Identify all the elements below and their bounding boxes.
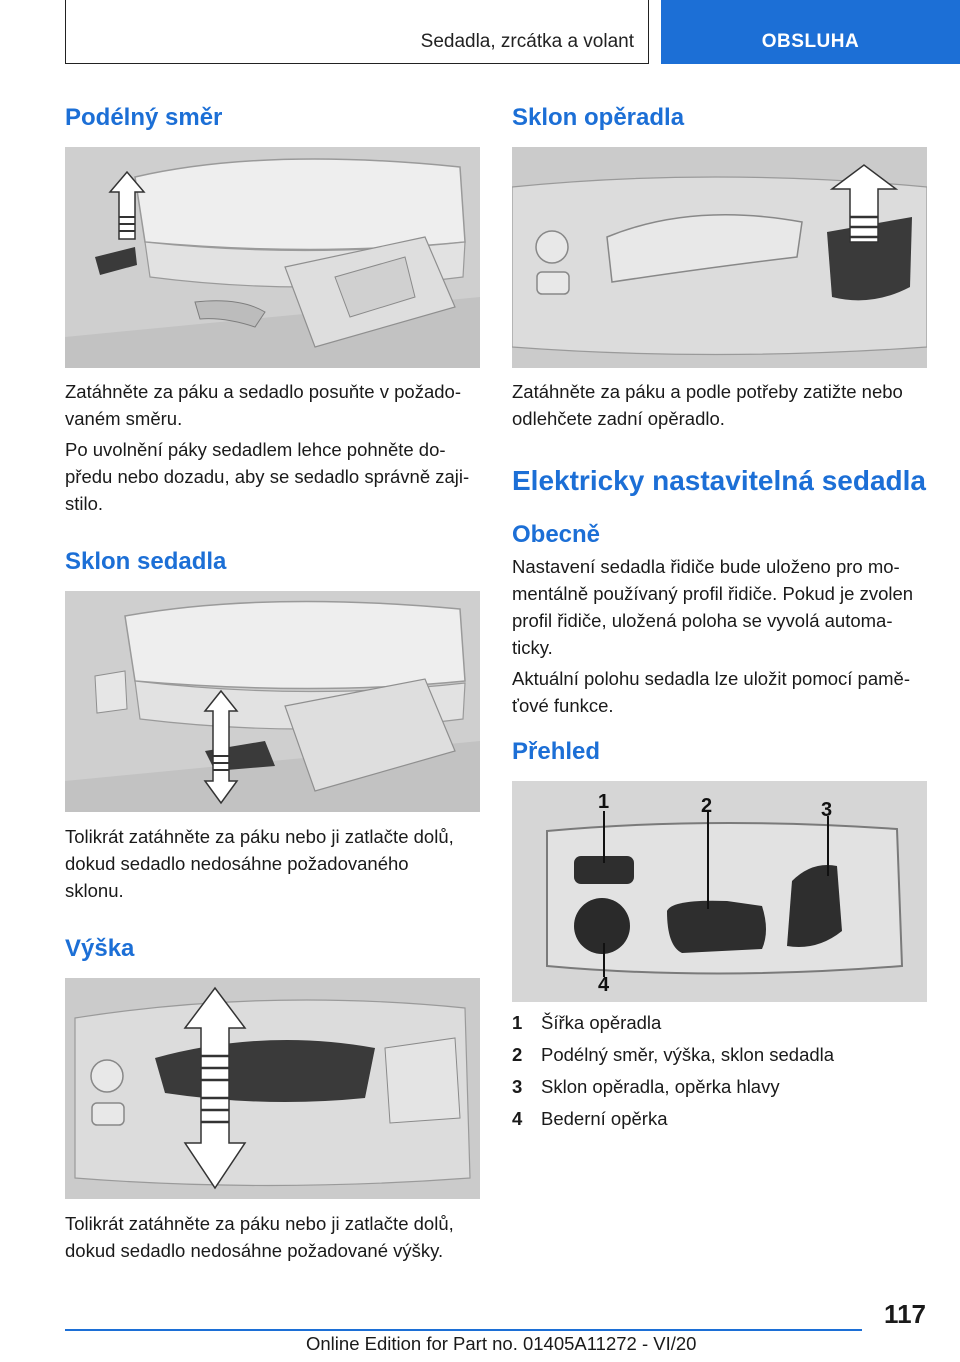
callout-1: 1 xyxy=(598,791,610,813)
legend-item xyxy=(512,1076,932,1108)
text-general-6: ťové funkce. xyxy=(512,695,614,716)
figure-seat-controls-overview xyxy=(512,781,927,1002)
text-lengthwise-1: Zatáhněte za páku a sedadlo posuňte v požado- xyxy=(65,381,461,402)
text-lengthwise-3: Po uvolnění páky sedadlem lehce pohněte do- xyxy=(65,439,446,460)
footer-edition: Online Edition for Part no. 01405A11272 - VI/20 xyxy=(306,1333,697,1354)
text-lengthwise-5: stilo. xyxy=(65,493,104,514)
legend-number: 1 xyxy=(512,1012,523,1033)
callout-3: 3 xyxy=(821,799,833,821)
footer-divider xyxy=(65,1329,862,1331)
text-lengthwise-2: vaném směru. xyxy=(65,408,183,429)
text-height-2: dokud sedadlo nedosáhne požadované výšky. xyxy=(65,1240,444,1261)
legend-number: 2 xyxy=(512,1044,523,1065)
heading-general: Obecně xyxy=(512,521,601,548)
callout-4: 4 xyxy=(598,974,610,996)
text-general-1: Nastavení sedadla řidiče bude uloženo pro mo- xyxy=(512,556,900,577)
figure-seat-height xyxy=(65,978,480,1199)
heading-overview: Přehled xyxy=(512,738,601,765)
heading-lengthwise: Podélný směr xyxy=(65,104,223,131)
text-general-5: Aktuální polohu sedadla lze uložit pomocí pamě- xyxy=(512,668,910,689)
text-general-3: profil řidiče, uložená poloha se vyvolá automa- xyxy=(512,610,893,631)
header-chapter-tab xyxy=(661,0,960,64)
text-lengthwise-4: předu nebo dozadu, aby se sedadlo správně zaji- xyxy=(65,466,470,487)
figure-seat-tilt xyxy=(65,591,480,812)
heading-backrest-tilt: Sklon opěradla xyxy=(512,104,685,131)
header-section-title: Sedadla, zrcátka a volant xyxy=(420,31,634,52)
text-general-2: mentálně používaný profil řidiče. Pokud je zvolen xyxy=(512,583,914,604)
header-chapter-label: OBSLUHA xyxy=(761,31,860,52)
legend-item xyxy=(512,1012,932,1044)
text-general-4: ticky. xyxy=(512,637,553,658)
legend-item xyxy=(512,1044,932,1076)
text-backrest-tilt-1: Zatáhněte za páku a podle potřeby zatižte nebo xyxy=(512,381,903,402)
text-seat-tilt-1: Tolikrát zatáhněte za páku nebo ji zatlačte dolů, xyxy=(65,826,454,847)
text-seat-tilt-3: sklonu. xyxy=(65,880,124,901)
heading-height: Výška xyxy=(65,935,135,962)
legend-item xyxy=(512,1108,932,1140)
legend-label: Podélný směr, výška, sklon sedadla xyxy=(541,1044,835,1065)
text-backrest-tilt-2: odlehčete zadní opěradlo. xyxy=(512,408,725,429)
header-section-box xyxy=(65,0,649,64)
heading-seat-tilt: Sklon sedadla xyxy=(65,548,227,575)
heading-electric-seats: Elektricky nastavitelná sedadla xyxy=(512,465,926,496)
legend-label: Šířka opěradla xyxy=(541,1012,662,1033)
legend-label: Bederní opěrka xyxy=(541,1108,668,1129)
legend-label: Sklon opěradla, opěrka hlavy xyxy=(541,1076,780,1097)
callout-2: 2 xyxy=(701,795,713,817)
text-height-1: Tolikrát zatáhněte za páku nebo ji zatlačte dolů, xyxy=(65,1213,454,1234)
overview-legend xyxy=(512,1012,932,1140)
figure-backrest-tilt xyxy=(512,147,927,368)
page-number: 117 xyxy=(884,1299,926,1329)
text-seat-tilt-2: dokud sedadlo nedosáhne požadovaného xyxy=(65,853,409,874)
legend-number: 4 xyxy=(512,1108,523,1129)
legend-number: 3 xyxy=(512,1076,523,1097)
figure-seat-lengthwise xyxy=(65,147,480,368)
